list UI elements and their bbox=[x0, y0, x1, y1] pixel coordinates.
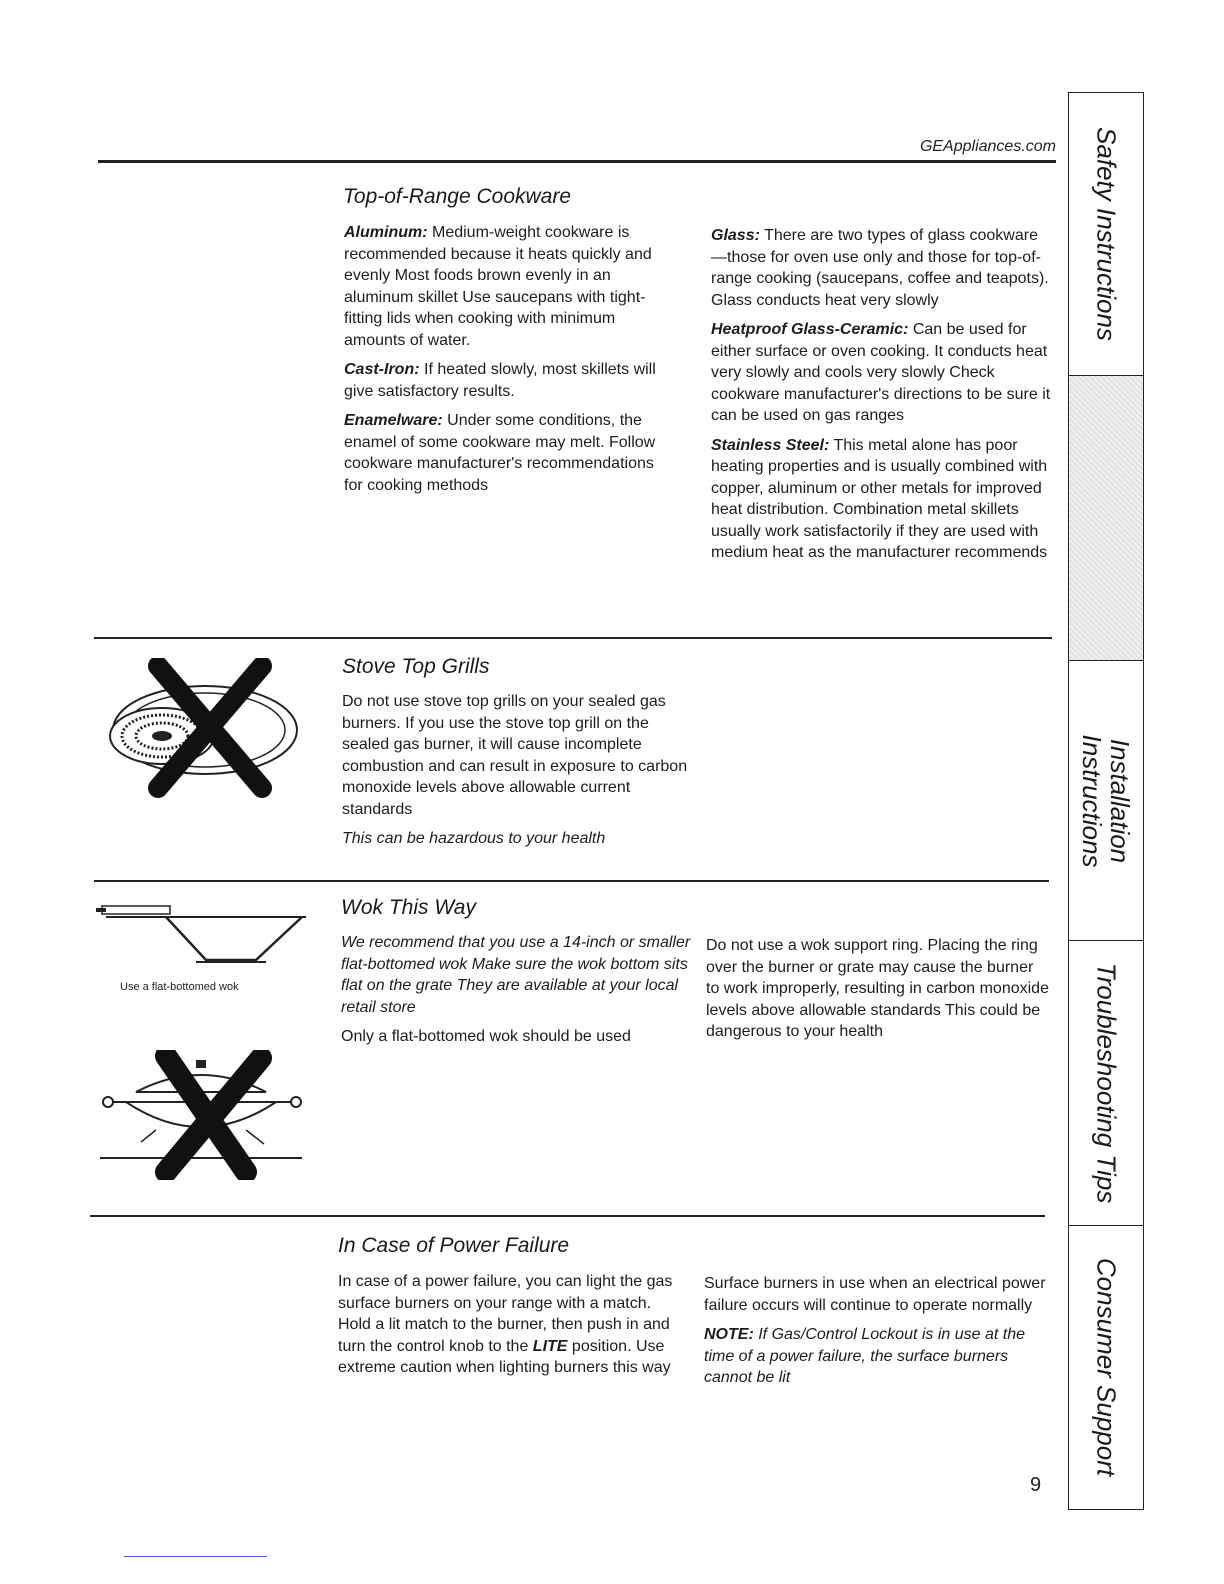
tab-consumer-support[interactable] bbox=[1069, 1226, 1143, 1508]
lite-label: LITE bbox=[532, 1337, 568, 1355]
website-url: GEAppliances.com bbox=[919, 138, 1056, 155]
tab-label: Consumer Support bbox=[1091, 1257, 1122, 1477]
wok-ring-crossed-illustration bbox=[96, 1050, 308, 1180]
section-divider bbox=[90, 1215, 1045, 1217]
wok-right-column bbox=[706, 935, 1051, 1051]
cookware-title: Top-of-Range Cookware bbox=[343, 185, 572, 208]
tab-blank bbox=[1069, 376, 1143, 661]
aluminum-term: Aluminum: bbox=[344, 224, 428, 241]
header-rule bbox=[98, 160, 1056, 163]
aluminum-paragraph: Aluminum: Medium-weight cookware is recommended because it heats quickly and evenly Most foods brown evenly in an aluminum skillet Use saucepans with tight-fitting lids when cooking with minimum amounts of water. bbox=[344, 224, 652, 349]
wok-left-column bbox=[341, 932, 691, 1056]
grills-text-block bbox=[342, 691, 692, 858]
note-label: NOTE: bbox=[704, 1326, 754, 1343]
glass-paragraph: Glass: There are two types of glass cookware—those for oven use only and those for top-of-range cooking (saucepans, coffee and teapots). Glass conducts heat very slowly bbox=[711, 227, 1049, 309]
tab-troubleshooting-tips[interactable] bbox=[1069, 941, 1143, 1226]
steel-paragraph: Stainless Steel: This metal alone has poor heating properties and is usually combined with copper, aluminum or other metals for improved heat distribution. Combination metal skillets usually work satisfactorily if they are used with medium heat as the manufacturer recommends bbox=[711, 436, 1048, 561]
tab-label-line2: Instructions bbox=[1077, 734, 1107, 867]
grills-paragraph: Do not use stove top grills on your sealed gas burners. If you use the stove top grill on the sealed gas burner, it will cause incomplete combustion and can result in exposure to carbon monoxide levels above allowable current standards bbox=[342, 693, 688, 818]
glass-term: Glass: bbox=[711, 227, 760, 244]
page-number: 9 bbox=[1030, 1474, 1042, 1496]
flat-bottom-wok-illustration bbox=[96, 900, 314, 968]
wok-ring-warning: Do not use a wok support ring. Placing the ring over the burner or grate may cause the burner to work improperly, resulting in carbon monoxide levels above allowable standards This could be dangerous to your health bbox=[706, 937, 1049, 1040]
tab-label-line1: Installation bbox=[1105, 738, 1135, 863]
tab-safety-instructions[interactable] bbox=[1069, 93, 1143, 376]
wok-title: Wok This Way bbox=[341, 896, 476, 919]
castiron-term: Cast-Iron: bbox=[344, 361, 420, 378]
wok-caption: Use a flat-bottomed wok bbox=[120, 981, 239, 993]
tab-installation-instructions[interactable] bbox=[1069, 661, 1143, 941]
power-right-column bbox=[704, 1273, 1049, 1397]
enamel-term: Enamelware: bbox=[344, 412, 443, 429]
tab-label: Safety Instructions bbox=[1091, 127, 1122, 341]
power-paragraph: In case of a power failure, you can light the gas surface burners on your range with a match. Hold a lit match to the burner, then push in and turn the control knob to the LITE position. Use extreme caution when lighting burners this way bbox=[338, 1273, 673, 1376]
castiron-paragraph: Cast-Iron: If heated slowly, most skillets will give satisfactory results. bbox=[344, 361, 656, 400]
section-divider bbox=[94, 637, 1052, 639]
section-tabs bbox=[1068, 92, 1144, 1510]
wok-only-note: Only a flat-bottomed wok should be used bbox=[341, 1028, 631, 1045]
enamel-paragraph: Enamelware: Under some conditions, the enamel of some cookware may melt. Follow cookware manufacturer's recommendations for cooking methods bbox=[344, 412, 656, 494]
power-continue-paragraph: Surface burners in use when an electrical power failure occurs will continue to operate normally bbox=[704, 1275, 1046, 1314]
power-left-column bbox=[338, 1271, 678, 1387]
tab-label: Troubleshooting Tips bbox=[1091, 962, 1122, 1204]
ceramic-paragraph: Heatproof Glass-Ceramic: Can be used for either surface or oven cooking. It conducts heat very slowly and cools very slowly Check cookware manufacturer's directions to be sure it can be used on gas ranges bbox=[711, 321, 1051, 424]
steel-term: Stainless Steel: bbox=[711, 436, 830, 454]
ceramic-term: Heatproof Glass-Ceramic: bbox=[711, 321, 909, 338]
cookware-right-column bbox=[711, 225, 1053, 572]
section-divider bbox=[94, 880, 1049, 882]
grills-warning: This can be hazardous to your health bbox=[342, 830, 606, 847]
power-note: NOTE: If Gas/Control Lockout is in use at the time of a power failure, the surface burners cannot be lit bbox=[704, 1326, 1026, 1386]
stove-grill-crossed-illustration bbox=[100, 658, 300, 808]
footer-line bbox=[124, 1556, 267, 1557]
cookware-left-column bbox=[344, 222, 664, 504]
power-title: In Case of Power Failure bbox=[338, 1234, 570, 1257]
wok-recommendation: We recommend that you use a 14-inch or smaller flat-bottomed wok Make sure the wok bottom sits flat on the grate They are available at your local retail store bbox=[341, 934, 691, 1016]
grills-title: Stove Top Grills bbox=[342, 655, 490, 678]
